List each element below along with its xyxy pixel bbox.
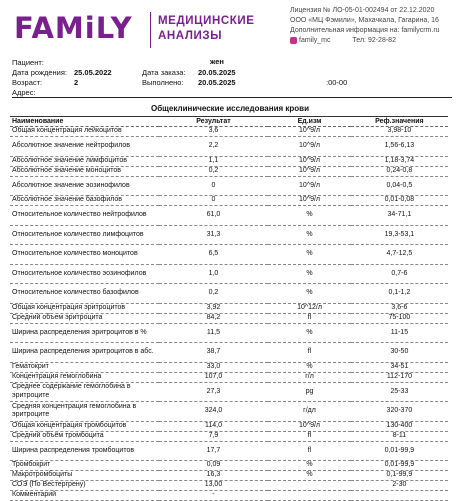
row-name: Средняя концентрация гемоглобина в эритроците: [10, 402, 159, 422]
row-name: Общая концентрация лейкоцитов: [10, 127, 159, 137]
row-result: 31,3: [159, 225, 269, 245]
row-ref: 0,01-99,9: [351, 441, 448, 461]
row-ref: 0,01-0,08: [351, 196, 448, 206]
patient-divider: [12, 97, 452, 98]
row-result: 33,0: [159, 362, 269, 372]
row-name: Средний объем эритроцита: [10, 313, 159, 323]
table-row: [10, 372, 448, 382]
section-title: Общеклинические исследования крови: [151, 104, 309, 113]
row-unit: %: [268, 206, 351, 226]
table-row: [10, 303, 448, 313]
age-label: Возраст:: [12, 78, 43, 87]
license-info: [290, 6, 440, 46]
contacts: [290, 36, 440, 46]
done-value: 20.05.2025: [198, 78, 236, 87]
row-ref: 130-400: [351, 421, 448, 431]
row-name: Ширина распределения эритроцитов в %: [10, 323, 159, 343]
row-result: 3,6: [159, 127, 269, 137]
row-name: Относительное количество моноцитов: [10, 245, 159, 265]
done-label: Выполнено:: [142, 78, 184, 87]
row-name: Концентрация гемоглобина: [10, 372, 159, 382]
row-name: Общая концентрация эритроцитов: [10, 303, 159, 313]
row-ref: 3,98-10: [351, 127, 448, 137]
row-result: 27,3: [159, 382, 269, 402]
results-table: [10, 116, 448, 501]
row-name: Среднее содержание гемоглобина в эритроците: [10, 382, 159, 402]
row-unit: %: [268, 471, 351, 481]
brand-line-2: АНАЛИЗЫ: [158, 30, 223, 42]
row-unit: [268, 481, 351, 491]
report-header: [0, 0, 460, 52]
row-name: Тромбокрит: [10, 461, 159, 471]
row-ref: 0,7-6: [351, 264, 448, 284]
row-unit: 10^12/л: [268, 303, 351, 313]
logo-divider: [150, 12, 151, 48]
phone: Тел: 92-28-82: [352, 37, 396, 44]
row-unit: 10^9/л: [268, 176, 351, 196]
row-name: Относительное количество базофилов: [10, 284, 159, 304]
row-name: Абсолютное значение моноцитов: [10, 166, 159, 176]
row-name: Комментарий: [10, 491, 159, 501]
row-ref: 0,04-0,5: [351, 176, 448, 196]
row-ref: 0,24-0,8: [351, 166, 448, 176]
dob-value: 25.05.2022: [74, 68, 112, 77]
dob-label: Дата рождения:: [12, 68, 67, 77]
row-result: 13,00: [159, 481, 269, 491]
row-ref: 320-370: [351, 402, 448, 422]
table-row: [10, 431, 448, 441]
row-unit: %: [268, 284, 351, 304]
row-unit: 10^9/л: [268, 166, 351, 176]
table-row: [10, 402, 448, 422]
row-result: 11,5: [159, 323, 269, 343]
row-ref: 1,18-3,74: [351, 156, 448, 166]
patient-sex: жен: [210, 57, 224, 66]
row-name: Гематокрит: [10, 362, 159, 372]
row-ref: 19,3-53,1: [351, 225, 448, 245]
row-unit: 10^9/л: [268, 156, 351, 166]
row-name: Абсолютное значение базофилов: [10, 196, 159, 206]
row-unit: fl: [268, 313, 351, 323]
header-result: Результат: [159, 117, 269, 127]
row-result: 0: [159, 176, 269, 196]
row-result: 1,1: [159, 156, 269, 166]
order-date-value: 20.05.2025: [198, 68, 236, 77]
row-unit: 10^9/л: [268, 196, 351, 206]
row-unit: fl: [268, 343, 351, 363]
clinic-address: ООО «МЦ Фэмили», Махачкала, Гагарина, 16: [290, 17, 439, 24]
table-row: [10, 225, 448, 245]
row-result: 107,0: [159, 372, 269, 382]
table-row: [10, 196, 448, 206]
table-row: [10, 264, 448, 284]
row-result: 0,09: [159, 461, 269, 471]
row-name: Ширина распределения эритроцитов в абс.: [10, 343, 159, 363]
table-row: [10, 313, 448, 323]
table-row: [10, 441, 448, 461]
row-result: 16,3: [159, 471, 269, 481]
row-name: Абсолютное значение лимфоцитов: [10, 156, 159, 166]
table-row: [10, 343, 448, 363]
table-row: [10, 176, 448, 196]
table-row: [10, 421, 448, 431]
table-row: [10, 491, 448, 501]
row-unit: 10^9/л: [268, 127, 351, 137]
row-unit: pg: [268, 382, 351, 402]
row-ref: 1,56-6,13: [351, 137, 448, 157]
time-value: :00-00: [326, 78, 348, 87]
row-result: 0: [159, 196, 269, 206]
row-unit: [268, 491, 351, 501]
row-result: 0,2: [159, 284, 269, 304]
row-ref: 30-50: [351, 343, 448, 363]
table-row: [10, 206, 448, 226]
row-unit: г/дл: [268, 402, 351, 422]
table-row: [10, 481, 448, 491]
table-row: [10, 156, 448, 166]
header-name: Наименование: [10, 117, 159, 127]
table-row: [10, 245, 448, 265]
row-ref: 25-33: [351, 382, 448, 402]
row-unit: fl: [268, 441, 351, 461]
row-ref: 34-71,1: [351, 206, 448, 226]
row-result: 1,0: [159, 264, 269, 284]
table-row: [10, 461, 448, 471]
row-unit: %: [268, 225, 351, 245]
brand-line-1: МЕДИЦИНСКИЕ: [158, 15, 255, 27]
row-name: Средний объём тромбоцита: [10, 431, 159, 441]
row-name: Ширина распределения тромбоцитов: [10, 441, 159, 461]
row-result: 17,7: [159, 441, 269, 461]
order-date-label: Дата заказа:: [142, 68, 186, 77]
row-result: 84,2: [159, 313, 269, 323]
row-unit: %: [268, 264, 351, 284]
row-unit: 10^9/л: [268, 137, 351, 157]
row-unit: %: [268, 362, 351, 372]
row-name: Относительное количество нейтрофилов: [10, 206, 159, 226]
row-ref: 0,1-1,2: [351, 284, 448, 304]
row-result: 3,92: [159, 303, 269, 313]
age-value: 2: [74, 78, 79, 87]
table-row: [10, 127, 448, 137]
table-row: [10, 362, 448, 372]
table-row: [10, 323, 448, 343]
row-ref: 112-170: [351, 372, 448, 382]
extra-info: Дополнительная информация на: familycrm.ru: [290, 27, 440, 34]
address-label: Адрес:: [12, 88, 36, 97]
row-result: 61,0: [159, 206, 269, 226]
header-ref: Реф.значения: [351, 117, 448, 127]
row-unit: %: [268, 323, 351, 343]
table-row: [10, 166, 448, 176]
row-result: 6,5: [159, 245, 269, 265]
row-ref: 75-100: [351, 313, 448, 323]
brand-subtitle: [158, 14, 255, 44]
row-unit: 10^9/л: [268, 421, 351, 431]
row-unit: fl: [268, 431, 351, 441]
instagram-icon: [290, 37, 297, 44]
row-result: 7,9: [159, 431, 269, 441]
row-ref: 0,1-99,9: [351, 471, 448, 481]
header-unit: Ед.изм: [268, 117, 351, 127]
row-name: Абсолютное значение нейтрофилов: [10, 137, 159, 157]
row-name: Относительное количество лимфоцитов: [10, 225, 159, 245]
row-name: Общая концентрация тромбоцитов: [10, 421, 159, 431]
row-ref: 0,01-99,9: [351, 461, 448, 471]
row-ref: 4,7-12,5: [351, 245, 448, 265]
row-ref: 2-30: [351, 481, 448, 491]
row-result: -: [159, 491, 269, 501]
license-number: Лицензия № ЛО-05-01-002494 от 22.12.2020: [290, 7, 435, 14]
row-result: 114,0: [159, 421, 269, 431]
row-unit: г/л: [268, 372, 351, 382]
table-row: [10, 284, 448, 304]
row-result: 38,7: [159, 343, 269, 363]
row-name: Макротромбоциты: [10, 471, 159, 481]
instagram-handle: family_mc: [299, 37, 331, 44]
row-result: 0,2: [159, 166, 269, 176]
row-result: 324,0: [159, 402, 269, 422]
row-ref: [351, 491, 448, 501]
table-row: [10, 471, 448, 481]
row-ref: 8-11: [351, 431, 448, 441]
row-result: 2,2: [159, 137, 269, 157]
table-row: [10, 137, 448, 157]
family-logo: FAMiLY: [14, 11, 133, 45]
patient-label: Пациент:: [12, 58, 44, 67]
row-ref: 34-51: [351, 362, 448, 372]
row-unit: %: [268, 245, 351, 265]
row-ref: 3,6-6: [351, 303, 448, 313]
table-row: [10, 382, 448, 402]
table-header-row: [10, 117, 448, 127]
row-name: Абсолютное значение эозинофилов: [10, 176, 159, 196]
row-name: СОЭ (По Вестергрену): [10, 481, 159, 491]
row-name: Относительное количество эозинофилов: [10, 264, 159, 284]
row-ref: 11-15: [351, 323, 448, 343]
row-unit: %: [268, 461, 351, 471]
